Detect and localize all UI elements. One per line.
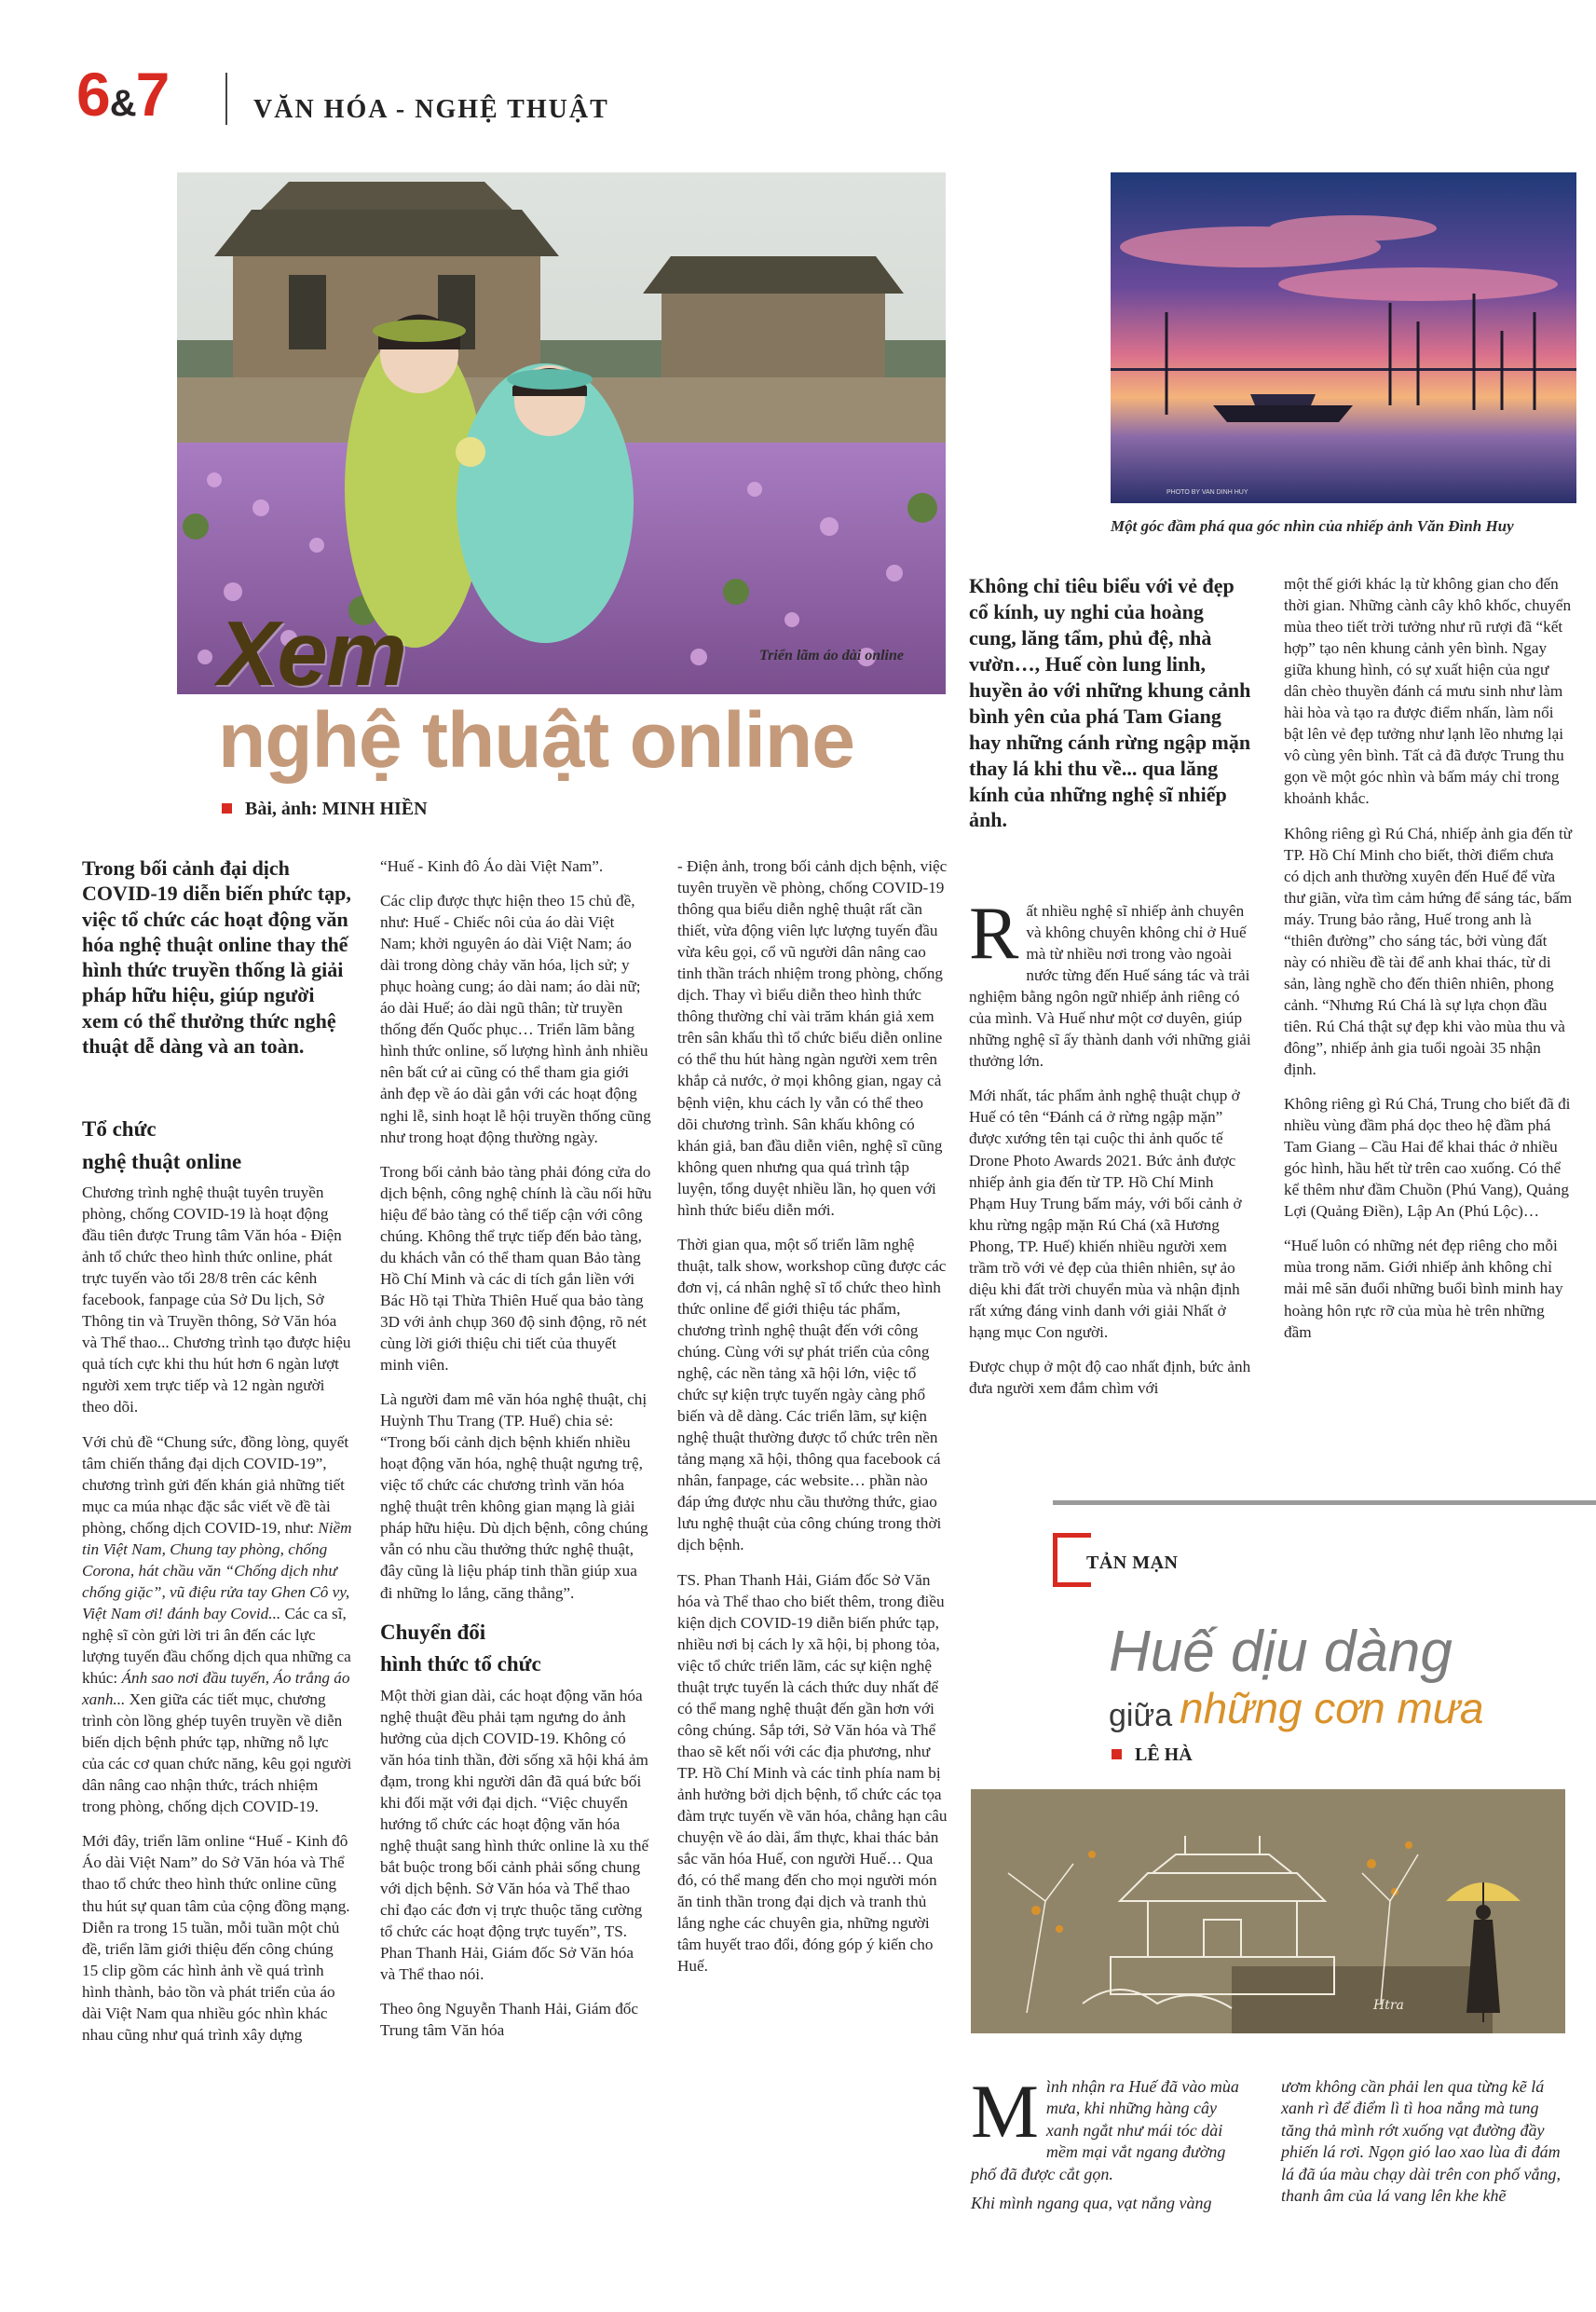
paragraph: TS. Phan Thanh Hải, Giám đốc Sở Văn hóa và Thể thao cho biết thêm, trong điều kiện dịch COVID-19 diễn biến phức tạp, nhiều nơi bị cách ly xã hội, bị phong tỏa, việc tổ chức triển lãm, các sự kiện nghệ thuật trực tuyến là cách thức duy nhất để có thể mang nghệ thuật đến gần hơn với công chúng. Sắp tới, Sở Văn hóa và Thể thao sẽ kết nối với các địa phương, như TP. Hồ Chí Minh và các tỉnh phía nam bị ảnh hưởng bởi dịch bệnh, tổ chức các tọa đàm trực tuyến về văn hóa, chẳng hạn câu chuyện về áo dài, ẩm thực, khai thác bản sắc văn hóa Huế, con người Huế… Qua đó, có thể mang đến cho mọi người món ăn tinh thần trong đại dịch và tranh thủ lắng nghe các chuyên gia, những người tâm huyết trao đổi, đóng góp ý kiến cho Huế.	[677, 1570, 948, 1976]
paragraph: Được chụp ở một độ cao nhất định, bức ảnh đưa người xem đắm chìm với	[969, 1357, 1251, 1397]
lagoon-photo-caption: Một góc đầm phá qua góc nhìn của nhiếp ảnh Văn Đình Huy	[1111, 517, 1514, 535]
page-number	[76, 60, 170, 129]
lagoon-photo	[1111, 172, 1576, 503]
page-right: 7	[135, 60, 170, 129]
paragraph: Rất nhiều nghệ sĩ nhiếp ảnh chuyên và không chuyên không chỉ ở Huế mà từ nhiều nơi trong vào ngoài nước từng đến Huế sáng tác và trải nghiệm bằng ngôn ngữ nhiếp ảnh riêng có của mình. Và Huế như một cơ duyên, giúp những nghệ sĩ ấy thành danh với những giải thưởng lớn.	[969, 893, 1251, 1071]
article-byline	[222, 799, 428, 820]
article-column-2	[380, 855, 652, 2054]
tan-man-subtitle-a: giữa	[1109, 1698, 1173, 1733]
tan-man-column-1	[971, 2069, 1250, 2214]
main-photo-caption: Triển lãm áo dài online	[759, 648, 904, 664]
article-column-3	[677, 855, 948, 1990]
page-left: 6	[76, 60, 110, 129]
article-title-line2: nghệ thuật online	[218, 696, 854, 784]
section-title: VĂN HÓA - NGHỆ THUẬT	[253, 95, 609, 124]
paragraph: Theo ông Nguyễn Thanh Hải, Giám đốc Trung tâm Văn hóa	[380, 2000, 639, 2040]
tan-man-label: TẢN MẠN	[1086, 1553, 1179, 1573]
paragraph: Không riêng gì Rú Chá, Trung cho biết đã đi nhiều vùng đầm phá dọc theo hệ đầm phá Tam Giang – Cầu Hai để khai thác ở nhiều góc hình, hầu hết từ trên cao xuống. Có thể kể thêm như đầm Chuồn (Phú Vang), Quảng Lợi (Quảng Điền), Lập An (Phú Lộc)…	[1284, 1095, 1571, 1221]
dropcap: M	[971, 2069, 1039, 2154]
paragraph: “Huế - Kinh đô Áo dài Việt Nam”.	[380, 857, 604, 875]
citadel-sketch-image	[971, 1789, 1565, 2033]
paragraph: Chương trình nghệ thuật tuyên truyền phòng, chống COVID-19 là hoạt động đầu tiên được Trung tâm Văn hóa - Điện ảnh tổ chức theo hình thức online, phát trực tuyến vào tối 28/8 trên các kênh facebook, fanpage của Sở Du lịch, Sở Thông tin và Truyền thông, Sở Văn hóa và Thể thao... Chương trình tạo được hiệu quả tích cực khi thu hút hơn 6 ngàn lượt người xem trực tiếp và 12 ngàn người theo dõi.	[82, 1183, 351, 1416]
paragraph: Mới nhất, tác phẩm ảnh nghệ thuật chụp ở Huế có tên “Đánh cá ở rừng ngập mặn” được xướng tên tại cuộc thi ảnh quốc tế Drone Photo Awards 2021. Bức ảnh được nhiếp ảnh gia đến từ TP. Hồ Chí Minh Phạm Huy Trung bấm máy, với bối cảnh ở khu rừng ngập mặn Rú Chá (xã Hương Phong, TP. Huế) khiến nhiều người xem trầm trồ với vẻ đẹp của thiên nhiên, sự ảo diệu khi đất trời chuyển mùa và nhận định rất xứng đáng vinh danh với giải Nhất ở hạng mục Con người.	[969, 1087, 1242, 1341]
tan-man-bracket	[1053, 1533, 1091, 1587]
byline-text: Bài, ảnh: MINH HIỀN	[245, 799, 428, 819]
photo-story-column-2	[1284, 573, 1573, 1356]
subheading-1: Tổ chức nghệ thuật online	[82, 1117, 242, 1173]
paragraph: - Điện ảnh, trong bối cảnh dịch bệnh, việc tuyên truyền về phòng, chống COVID-19 thông qua biểu diễn nghệ thuật rất cần thiết, vừa động viên lực lượng tuyến đầu vừa kêu gọi, cổ vũ người dân nâng cao tinh thần trách nhiệm trong phòng, chống dịch. Thay vì biểu diễn theo hình thức thông thường chỉ vài trăm khán giả xem trên sân khấu thì tổ chức biểu diễn online có thể thu hút hàng ngàn người xem trên khắp cả nước, ở mọi không gian, ngay cả bệnh viện, khu cách ly vẫn có thể theo dõi chương trình. Sân khấu không có khán giả, ban đầu diễn viên, nghệ sĩ cũng không quen nhưng qua quá trình tập luyện, tổng duyệt nhiều lần, họ quen với hình thức biểu diễn mới.	[677, 857, 948, 1219]
tan-man-divider	[1053, 1500, 1596, 1505]
paragraph: Với chủ đề “Chung sức, đồng lòng, quyết tâm chiến thắng đại dịch COVID-19”, chương trình gửi đến khán giả những tiết mục ca múa nhạc đặc sắc viết về đề tài phòng, chống dịch COVID-19, như: Niềm tin Việt Nam, Chung tay phòng, chống Corona, hát chầu văn “Chống dịch như chống giặc”, vũ điệu rửa tay Ghen Cô vy, Việt Nam ơi! đánh bay Covid... Các ca sĩ, nghệ sĩ còn gửi lời tri ân đến các lực lượng tuyến đầu chống dịch qua những ca khúc: Ánh sao nơi đầu tuyến, Áo trắng áo xanh... Xen giữa các tiết mục, chương trình còn lồng ghép tuyên truyền về diễn biến dịch bệnh phức tạp, những nỗ lực của các cơ quan chức năng, kêu gọi người dân nâng cao nhận thức, trách nhiệm trong phòng, chống dịch COVID-19.	[82, 1432, 352, 1816]
subheading-2: Chuyển đổi hình thức tổ chức	[380, 1620, 541, 1676]
paragraph: “Huế luôn có những nét đẹp riêng cho mỗi mùa trong năm. Giới nhiếp ảnh không chỉ mải mê săn đuổi những buổi bình minh hay hoàng hôn rực rỡ của mùa hè trên những đầm	[1284, 1237, 1563, 1341]
photo-credit: PHOTO BY VAN DINH HUY	[1166, 489, 1248, 496]
paragraph: ươm không cần phải len qua từng kẽ lá xanh rì để điểm lì tì hoa nắng mà tung tăng thả mình rớt xuống vạt đường đầy phiến lá rơi. Ngọn gió lao xao lùa đi đám lá đã úa màu chạy dài trên con phố vắng, thanh âm của lá vang lên khe khẽ	[1281, 2077, 1561, 2205]
page-amp: &	[109, 83, 136, 124]
article-lead: Trong bối cảnh đại dịch COVID-19 diễn biến phức tạp, việc tổ chức các hoạt động văn hóa nghệ thuật online thay thế hình thức truyền thống là giải pháp hữu hiệu, giúp người xem có thể thưởng thức nghệ thuật dễ dàng và an toàn.	[82, 856, 351, 1058]
tan-man-byline	[1112, 1744, 1193, 1766]
photo-story-column-1	[969, 893, 1253, 1412]
pull-quote: Không chỉ tiêu biểu với vẻ đẹp cổ kính, uy nghi của hoàng cung, lăng tẩm, phủ đệ, nhà vườn…, Huế còn lung linh, huyền ảo với những khung cảnh bình yên của phá Tam Giang hay những cánh rừng ngập mặn thay lá khi thu về... qua lăng kính của những nghệ sĩ nhiếp ảnh.	[969, 574, 1251, 832]
article-column-1	[82, 1114, 352, 2059]
paragraph: Các clip được thực hiện theo 15 chủ đề, như: Huế - Chiếc nôi của áo dài Việt Nam; khởi nguyên áo dài Việt Nam; áo dài trong dòng chảy văn hóa, lịch sử; y phục hoàng cung; áo dài nam; áo dài nữ; áo dài Huế; áo dài ngũ thân; từ truyền thống đến Quốc phục… Triển lãm bằng hình thức online, số lượng hình ảnh nhiều nên bất cứ ai cũng có thể tham gia giới ảnh đẹp về áo dài gắn với các hoạt động nghi lễ, sinh hoạt lễ hội truyền thống cũng như trong hoạt động thường ngày.	[380, 892, 651, 1146]
paragraph: Thời gian qua, một số triển lãm nghệ thuật, talk show, workshop cũng được các đơn vị, cá nhân nghệ sĩ tổ chức theo hình thức online để giới thiệu tác phẩm, chương trình nghệ thuật đến với công chúng. Cùng với sự phát triển của công nghệ, các nền tảng xã hội lớn, việc tổ chức sự kiện trực tuyến ngày càng phổ biến và dễ dàng. Các triển lãm, sự kiện nghệ thuật thường được tổ chức trên nền tảng mạng xã hội, thông qua facebook cá nhân, fanpage, các website… phần nào đáp ứng được nhu cầu thưởng thức, giao lưu nghệ thuật của công chúng trong thời dịch bệnh.	[677, 1235, 947, 1554]
paragraph: Mình nhận ra Huế đã vào mùa mưa, khi những hàng cây xanh ngắt như mái tóc dài mềm mại vắt ngang đường phố đã được cắt gọn.	[971, 2069, 1239, 2183]
paragraph: Trong bối cảnh bảo tàng phải đóng cửa do dịch bệnh, công nghệ chính là cầu nối hữu hiệu để bảo tàng có thể tiếp cận với công chúng. Không thể trực tiếp đến bảo tàng, du khách vẫn có thể tham quan Bảo tàng Hồ Chí Minh và các di tích gắn liền với Bác Hồ tại Thừa Thiên Huế qua bảo tàng 3D với ảnh chụp 360 độ sinh động, rõ nét cùng lời giới thiệu chi tiết của thuyết minh viên.	[380, 1162, 652, 1375]
tan-man-title: Huế dịu dàng	[1109, 1620, 1453, 1684]
lagoon-photo-image	[1111, 172, 1576, 503]
byline-text: LÊ HÀ	[1135, 1744, 1193, 1765]
paragraph: Mới đây, triển lãm online “Huế - Kinh đô Áo dài Việt Nam” do Sở Văn hóa và Thể thao tổ chức theo hình thức online cũng thu hút sự quan tâm của cộng đồng mạng. Diễn ra trong 15 tuần, mỗi tuần một chủ đề, triển lãm giới thiệu đến công chúng 15 clip gồm các hình ảnh về quá trình hình thành, bảo tồn và phát triển của áo dài Việt Nam qua nhiều góc nhìn khác nhau cũng như quá trình xây dựng	[82, 1832, 350, 2044]
citadel-illustration	[971, 1789, 1565, 2033]
dropcap: R	[969, 893, 1019, 975]
illustration-signature: Htra	[1373, 1998, 1404, 2013]
paragraph: Không riêng gì Rú Chá, nhiếp ảnh gia đến từ TP. Hồ Chí Minh cho biết, thời điểm chưa có dịch anh thường xuyên đến Huế để vừa thư giãn, vừa tìm cảm hứng để sáng tác, bấm máy. Trung bảo rằng, Huế trong anh là “thiên đường” cho sáng tác, bởi vùng đất này có nhiều đề tài để anh khai thác, từ di sản, làng nghề cho đến thiên nhiên, phong cảnh. “Nhưng Rú Chá là sự lựa chọn đầu tiên. Rú Chá thật sự đẹp khi vào mùa thu và đông”, nhiếp ảnh gia tuổi ngoài 35 nhận định.	[1284, 824, 1573, 1079]
tan-man-column-2	[1281, 2076, 1570, 2207]
tan-man-subtitle-b: những cơn mưa	[1180, 1684, 1484, 1732]
paragraph: Khi mình ngang qua, vạt nắng vàng	[971, 2193, 1212, 2212]
paragraph: Là người đam mê văn hóa nghệ thuật, chị Huỳnh Thu Trang (TP. Huế) chia sẻ: “Trong bối cảnh dịch bệnh khiến nhiều hoạt động văn hóa, nghệ thuật ngưng trệ, việc tổ chức các chương trình văn hóa nghệ thuật trên không gian mạng là giải pháp hữu hiệu. Dù dịch bệnh, công chúng vẫn có nhu cầu thưởng thức nghệ thuật, đây cũng là liệu pháp tinh thần giúp xua đi những lo lắng, căng thẳng”.	[380, 1390, 648, 1602]
article-title-line1: Xem	[218, 602, 406, 705]
byline-square	[222, 803, 232, 814]
byline-square	[1112, 1749, 1122, 1759]
header-divider	[225, 73, 227, 125]
paragraph: Một thời gian dài, các hoạt động văn hóa nghệ thuật đều phải tạm ngưng do ảnh hưởng của dịch COVID-19. Không có văn hóa tinh thần, đời sống xã hội khá ảm đạm, trong khi người dân đã quá bức bối khi đối mặt với đại dịch. “Việc chuyển hướng tổ chức các hoạt động văn hóa nghệ thuật sang hình thức online là xu thế bắt buộc trong bối cảnh phải sống chung với dịch bệnh. Sở Văn hóa và Thể thao chỉ đạo các đơn vị trực thuộc tăng cường tổ chức các hoạt động trực tuyến”, TS. Phan Thanh Hải, Giám đốc Sở Văn hóa và Thể thao nói.	[380, 1686, 649, 1984]
paragraph: một thế giới khác lạ từ không gian cho đến thời gian. Những cành cây khô khốc, chuyển mùa theo tiết trời tưởng như rũ rượi đã “kết hợp” tạo nên khung cảnh yên bình. Ngay giữa khung hình, có sự xuất hiện của ngư dân chèo thuyền đánh cá mưu sinh như làm hài hòa và tạo ra được điểm nhấn, làm nổi bật lên vẻ đẹp tưởng như lạnh lẽo nhưng lại vô cùng yên bình. Tất cả đã được Trung thu gọn về một góc nhìn và bấm máy chỉ trong khoảnh khắc.	[1284, 575, 1572, 808]
